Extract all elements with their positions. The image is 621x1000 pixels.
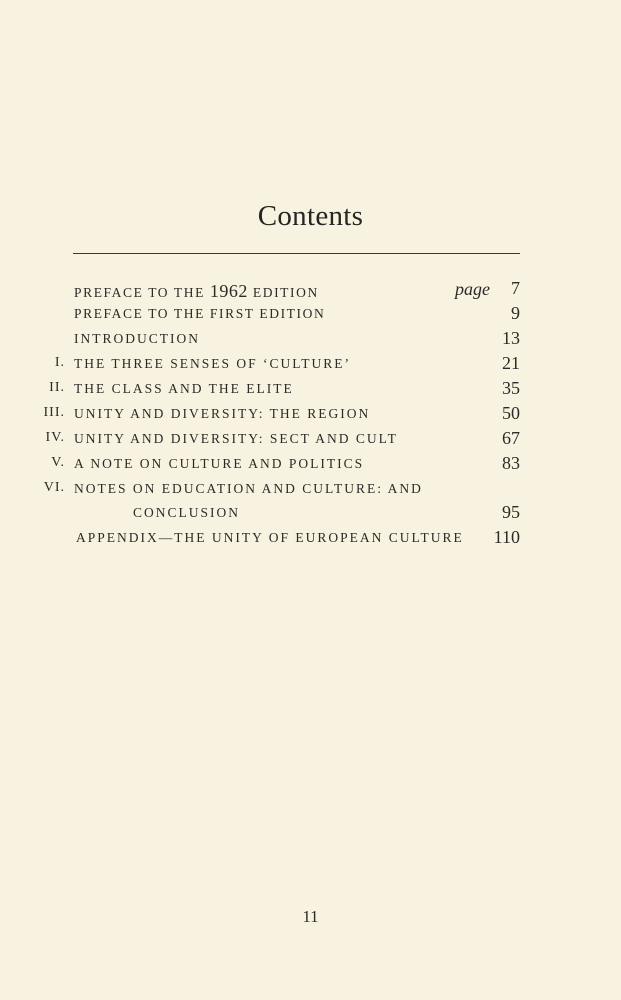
toc-entry-chapter-6-continuation[interactable]: [0, 504, 621, 528]
toc-entry-chapter-2[interactable]: [0, 380, 621, 404]
toc-page-number: 7: [511, 278, 520, 298]
toc-entry-chapter-6[interactable]: [0, 480, 621, 504]
chapter-numeral: VI.: [43, 480, 65, 495]
toc-entry-title: THE CLASS AND THE ELITE: [74, 381, 294, 396]
toc-page-number: 21: [502, 353, 520, 373]
toc-entry-preface-1962[interactable]: [0, 280, 621, 304]
toc-entry-title: NOTES ON EDUCATION AND CULTURE: AND: [74, 481, 423, 496]
toc-page-number: 95: [502, 502, 520, 522]
toc-page-number: 110: [493, 527, 520, 547]
toc-entry-title: APPENDIX—THE UNITY OF EUROPEAN CULTURE: [76, 530, 464, 545]
toc-entry-preface-first[interactable]: [0, 305, 621, 329]
chapter-numeral: I.: [54, 355, 65, 370]
toc-page-number: 83: [502, 453, 520, 473]
toc-entry-chapter-4[interactable]: [0, 430, 621, 454]
toc-entry-title: UNITY AND DIVERSITY: THE REGION: [74, 406, 371, 421]
toc-page-number: 67: [502, 428, 520, 448]
toc-entry-chapter-3[interactable]: [0, 405, 621, 429]
page-title: Contents: [257, 200, 364, 232]
toc-page-number: 13: [502, 328, 520, 348]
chapter-numeral: IV.: [45, 430, 65, 445]
chapter-numeral: II.: [49, 380, 65, 395]
toc-entry-appendix[interactable]: [0, 529, 621, 553]
toc-entry-title: PREFACE TO THE 1962 EDITION: [74, 281, 319, 301]
toc-page-number: 9: [511, 303, 520, 323]
chapter-numeral: III.: [43, 405, 65, 420]
toc-entry-title: A NOTE ON CULTURE AND POLITICS: [74, 456, 365, 471]
toc-entry-title: PREFACE TO THE FIRST EDITION: [74, 306, 326, 321]
chapter-numeral: V.: [51, 455, 65, 470]
toc-entry-chapter-5[interactable]: [0, 455, 621, 479]
toc-page-number: 35: [502, 378, 520, 398]
page-folio: 11: [302, 907, 319, 926]
toc-entry-title: THE THREE SENSES OF ‘CULTURE’: [74, 356, 352, 371]
toc-entry-introduction[interactable]: [0, 330, 621, 354]
toc-page-number: 50: [502, 403, 520, 423]
toc-entry-title: UNITY AND DIVERSITY: SECT AND CULT: [74, 431, 398, 446]
page-prefix: page: [455, 279, 490, 299]
toc-entry-title: INTRODUCTION: [74, 331, 200, 346]
toc-entry-title-continuation: CONCLUSION: [133, 505, 241, 520]
toc-entry-chapter-1[interactable]: [0, 355, 621, 379]
